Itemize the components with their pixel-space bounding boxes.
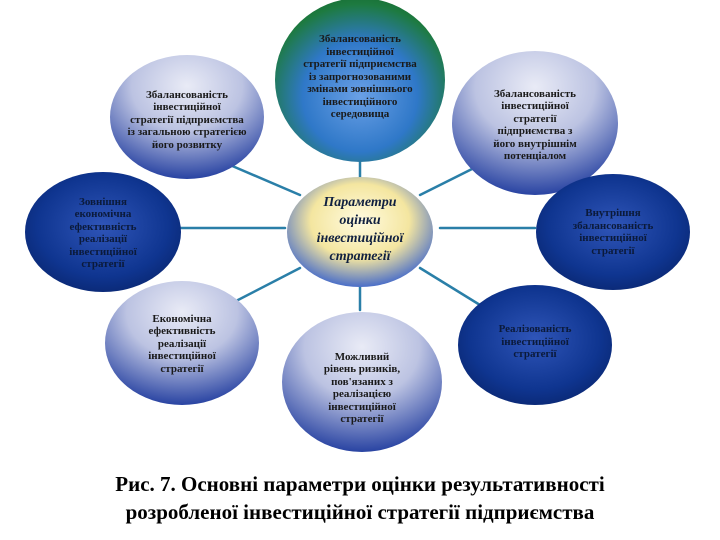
node-top-label: Збалансованість інвестиційної стратегії підприємства із запрогнозованими змінами зовнішнього інвестиційного середовища	[303, 33, 417, 121]
node-lower-right-label: Реалізованість інвестиційної стратегії	[498, 323, 572, 361]
node-bottom-label: Можливий рівень ризиків, пов'язаних з реалізацією інвестиційної стратегії	[323, 350, 401, 425]
connector-lower-left	[238, 268, 300, 300]
figure-caption: Рис. 7. Основні параметри оцінки результативності розробленої інвестиційної стратегії підприємства	[115, 472, 605, 524]
node-mid-left-label: Зовнішня економічна ефективність реалізації інвестиційної стратегії	[69, 195, 137, 270]
node-mid-right-label: Внутрішня збалансованість інвестиційної стратегії	[572, 207, 654, 257]
node-upper-left-label: Збалансованість інвестиційної стратегії підприємства із загальною стратегією його розвитку	[127, 88, 247, 151]
node-lower-left-label: Економічна ефективність реалізації інвестиційної стратегії	[148, 312, 216, 375]
center-node-label: Параметри оцінки інвестиційної стратегії	[316, 195, 404, 264]
connector-upper-left	[230, 165, 300, 195]
connector-lower-right	[420, 268, 480, 305]
node-upper-right-label: Збалансованість інвестиційної стратегії підприємства з його внутрішнім потенціалом	[493, 87, 577, 162]
